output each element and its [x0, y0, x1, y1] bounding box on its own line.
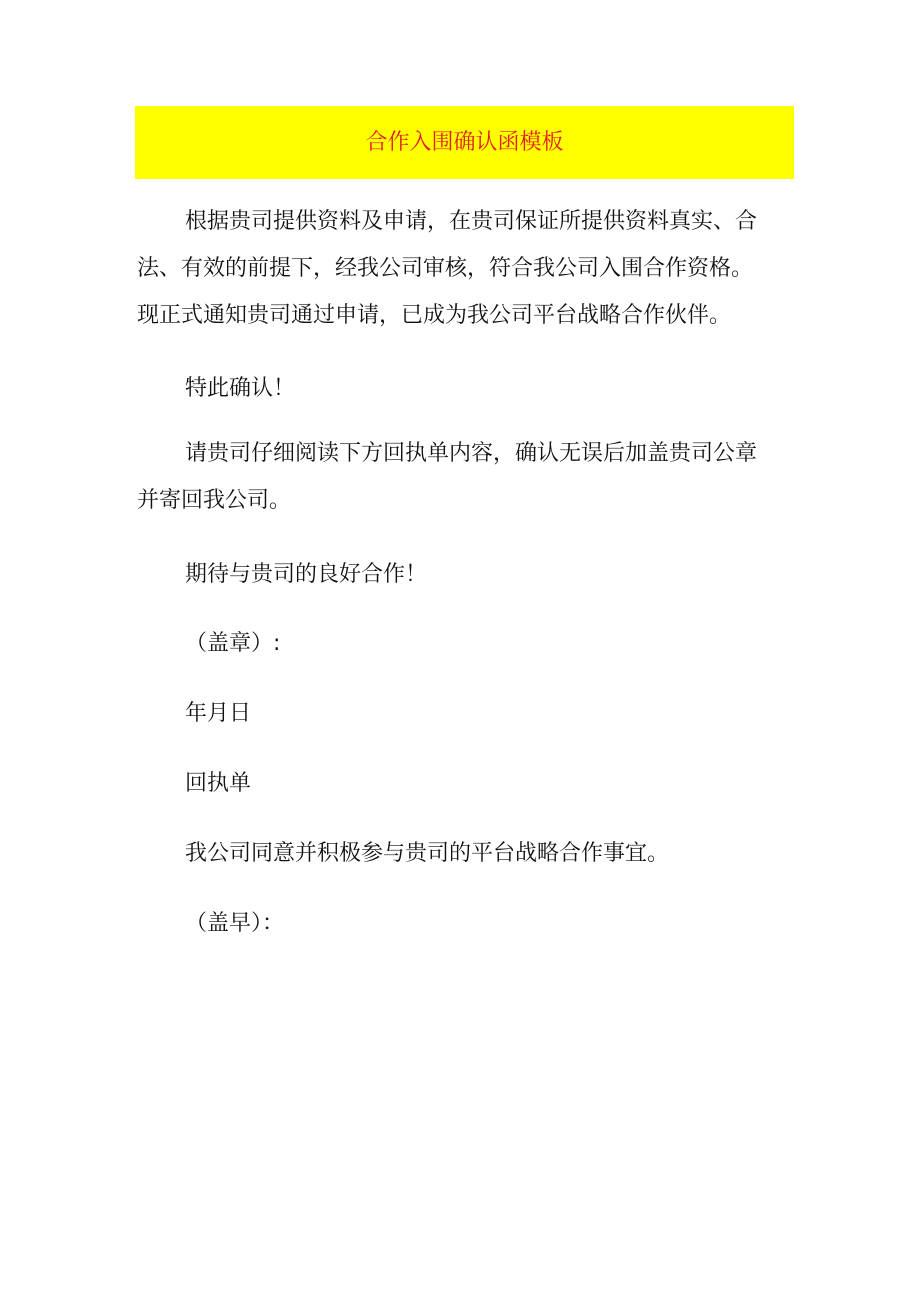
intro-line-3: 现正式通知贵司通过申请，已成为我公司平台战略合作伙伴。 — [137, 303, 732, 328]
confirm-text: 特此确认！ — [185, 376, 296, 401]
closing-text: 期待与贵司的良好合作！ — [185, 562, 428, 587]
request-line-2: 并寄回我公司。 — [137, 488, 292, 513]
date-line: 年月日 — [185, 701, 252, 726]
request-paragraph — [137, 430, 797, 524]
intro-line-2: 法、有效的前提下，经我公司审核，符合我公司入围合作资格。 — [137, 256, 754, 281]
intro-line-1: 根据贵司提供资料及申请，在贵司保证所提供资料真实、合 — [185, 209, 758, 234]
intro-paragraph — [137, 198, 797, 339]
document-title: 合作入围确认函模板 — [365, 129, 564, 155]
receipt-body: 我公司同意并积极参与贵司的平台战略合作事宜。 — [185, 841, 670, 866]
receipt-title: 回执单 — [185, 771, 252, 796]
title-band — [135, 106, 794, 179]
request-line-1: 请贵司仔细阅读下方回执单内容，确认无误后加盖贵司公章 — [185, 441, 758, 466]
seal-label-2: （盖早）： — [185, 911, 285, 936]
seal-label-1: （盖章）: — [185, 631, 281, 656]
